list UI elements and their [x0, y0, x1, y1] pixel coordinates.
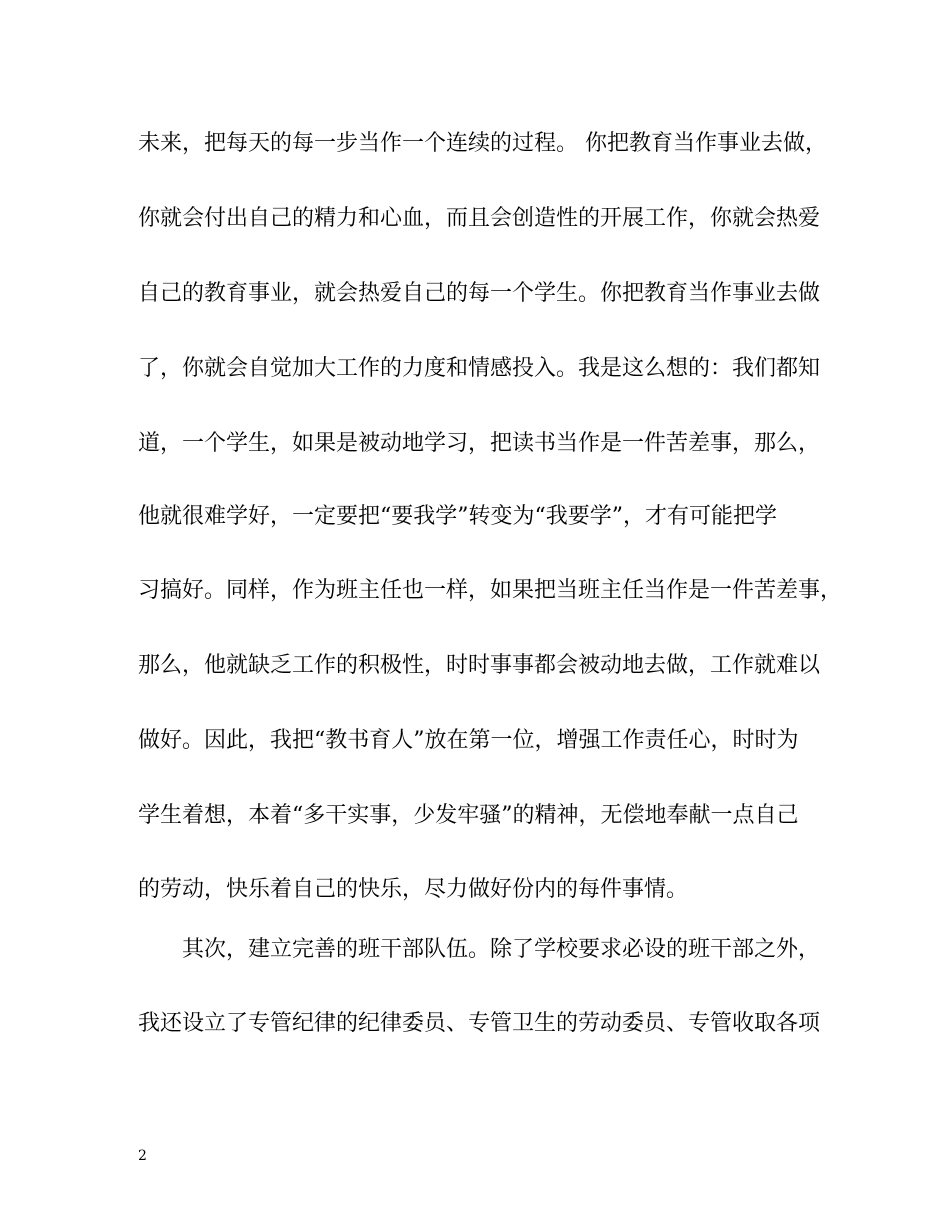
text-line: 未来，把每天的每一步当作一个连续的过程。 你把教育当作事业去做，: [138, 131, 827, 156]
text-line: 道，一个学生，如果是被动地学习，把读书当作是一件苦差事，那么，: [138, 431, 821, 456]
text-line: 你就会付出自己的精力和心血，而且会创造性的开展工作，你就会热爱: [138, 206, 821, 231]
text-line: 他就很难学好，一定要把“要我学”转变为“我要学”，才有可能把学: [138, 504, 777, 529]
text-line: 自己的教育事业，就会热爱自己的每一个学生。你把教育当作事业去做: [138, 281, 821, 306]
text-line-indented: 其次，建立完善的班干部队伍。除了学校要求必设的班干部之外，: [182, 937, 821, 962]
text-line: 我还设立了专管纪律的纪律委员、专管卫生的劳动委员、专管收取各项: [138, 1011, 821, 1036]
text-line: 那么，他就缺乏工作的积极性，时时事事都会被动地去做，工作就难以: [138, 653, 821, 678]
text-line: 学生着想，本着“多干实事，少发牢骚”的精神，无偿地奉献一点自己: [138, 803, 799, 828]
text-line: 的劳动，快乐着自己的快乐，尽力做好份内的每件事情。: [138, 877, 689, 902]
text-line: 了，你就会自觉加大工作的力度和情感投入。我是这么想的：我们都知: [138, 356, 821, 381]
page-number: 2: [138, 1148, 147, 1164]
text-line: 做好。因此，我把“教书育人”放在第一位，增强工作责任心，时时为: [138, 728, 799, 753]
text-line: 习搞好。同样，作为班主任也一样，如果把当班主任当作是一件苦差事，: [138, 578, 843, 603]
